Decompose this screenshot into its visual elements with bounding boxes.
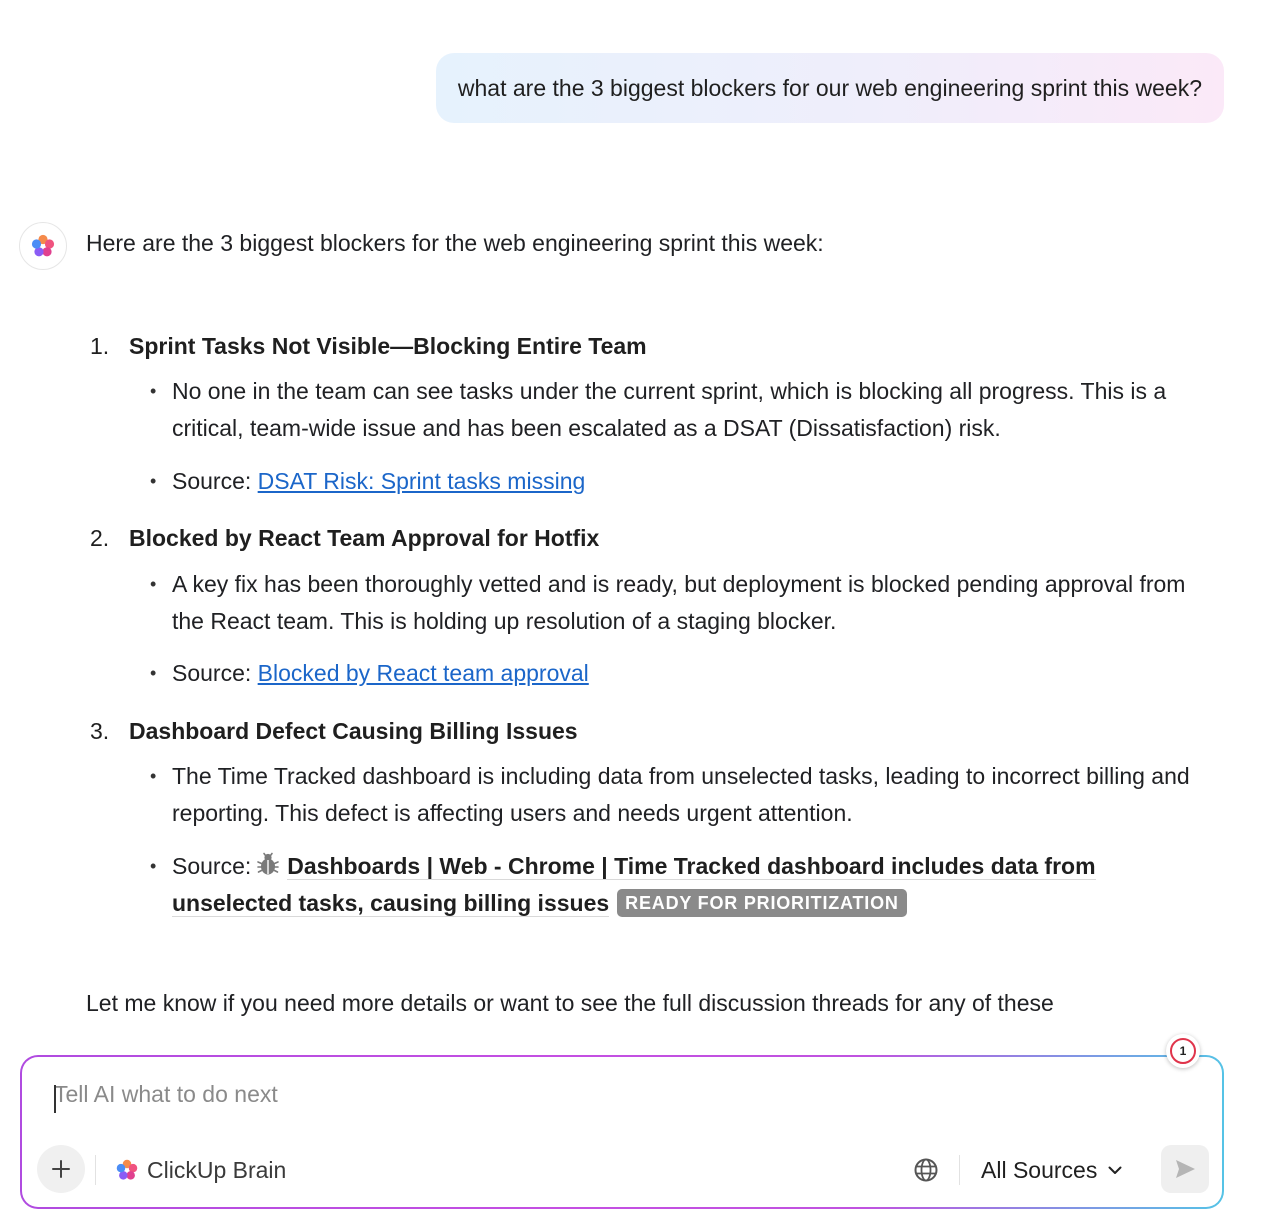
user-message-text: what are the 3 biggest blockers for our web engineering sprint this week?: [457, 74, 1202, 101]
blocker-detail-1: • No one in the team can see tasks under the current sprint, which is blocking all progress. This is a critical, team-wide issue and has been escalated as a DSAT (Dissatisfaction) risk.: [150, 373, 1200, 447]
assistant-closing: Let me know if you need more details or want to see the full discussion threads for any of these: [86, 990, 1054, 1016]
blocker-number: 3.: [90, 718, 110, 744]
blocker-number: 1.: [90, 333, 110, 359]
source-task-link[interactable]: Dashboards | Web - Chrome | Time Tracked dashboard includes data from unselected tasks, causing billing issues: [172, 853, 1096, 916]
blocker-detail-text: The Time Tracked dashboard is including data from unselected tasks, leading to incorrect billing and reporting. This defect is affecting users and needs urgent attention.: [172, 763, 1190, 826]
blocker-detail-text: A key fix has been thoroughly vetted and is ready, but deployment is blocked pending approval from the React team. This is holding up resolution of a staging blocker.: [172, 571, 1186, 634]
source-label: Source:: [172, 468, 252, 494]
blocker-detail-text: No one in the team can see tasks under the current sprint, which is blocking all progress. This is a critical, team-wide issue and has been escalated as a DSAT (Dissatisfaction) risk.: [172, 378, 1167, 441]
notification-badge[interactable]: [1166, 1034, 1200, 1068]
all-sources-label: All Sources: [981, 1156, 1098, 1183]
blocker-title-3: [90, 718, 578, 745]
blocker-number: 2.: [90, 525, 110, 551]
blocker-title-text: Dashboard Defect Causing Billing Issues: [129, 718, 578, 744]
divider: [95, 1155, 96, 1185]
blocker-title-text: Sprint Tasks Not Visible—Blocking Entire Team: [129, 333, 647, 359]
divider: [959, 1155, 960, 1185]
send-button[interactable]: [1161, 1145, 1209, 1193]
blocker-detail-2: • A key fix has been thoroughly vetted and is ready, but deployment is blocked pending approval from the React team. This is holding up resolution of a staging blocker.: [150, 566, 1200, 640]
globe-icon[interactable]: [912, 1156, 940, 1184]
clickup-brain-label: ClickUp Brain: [147, 1156, 287, 1183]
source-link[interactable]: DSAT Risk: Sprint tasks missing: [257, 468, 586, 494]
source-label: Source:: [172, 660, 252, 686]
composer-inner: [22, 1057, 1222, 1207]
assistant-intro: Here are the 3 biggest blockers for the web engineering sprint this week:: [86, 230, 824, 256]
prompt-input[interactable]: [54, 1081, 954, 1108]
source-link[interactable]: Blocked by React team approval: [257, 660, 589, 686]
blocker-source-3: • Source: Dashboards | Web - Chrome | Time Tracked dashboard includes data from unselected tasks, causing billing issues READY FOR PRIORITIZATION: [150, 853, 1096, 916]
blocker-detail-3: • The Time Tracked dashboard is including data from unselected tasks, leading to incorrect billing and reporting. This defect is affecting users and needs urgent attention.: [150, 758, 1200, 832]
send-icon: [1173, 1157, 1197, 1181]
all-sources-dropdown[interactable]: [981, 1153, 1123, 1187]
clickup-brain-logo-icon: [115, 1158, 139, 1182]
user-message-bubble: [436, 53, 1224, 123]
bug-icon: [255, 851, 281, 877]
status-badge: READY FOR PRIORITIZATION: [617, 889, 907, 917]
add-button[interactable]: [37, 1145, 85, 1193]
blocker-title-text: Blocked by React Team Approval for Hotfix: [129, 525, 600, 551]
clickup-brain-logo-icon: [30, 233, 56, 259]
text-caret: [54, 1085, 56, 1113]
clickup-brain-button[interactable]: [115, 1153, 286, 1187]
blocker-source-2: • Source: Blocked by React team approval: [150, 660, 589, 686]
ai-avatar: [19, 222, 67, 270]
notification-count: 1: [1170, 1038, 1196, 1064]
chevron-down-icon: [1107, 1162, 1123, 1178]
source-label: Source:: [172, 853, 252, 879]
blocker-title-1: [90, 333, 647, 360]
blocker-source-1: • Source: DSAT Risk: Sprint tasks missing: [150, 468, 586, 494]
plus-icon: [51, 1159, 71, 1179]
composer: [20, 1055, 1224, 1209]
blocker-title-2: [90, 525, 599, 552]
